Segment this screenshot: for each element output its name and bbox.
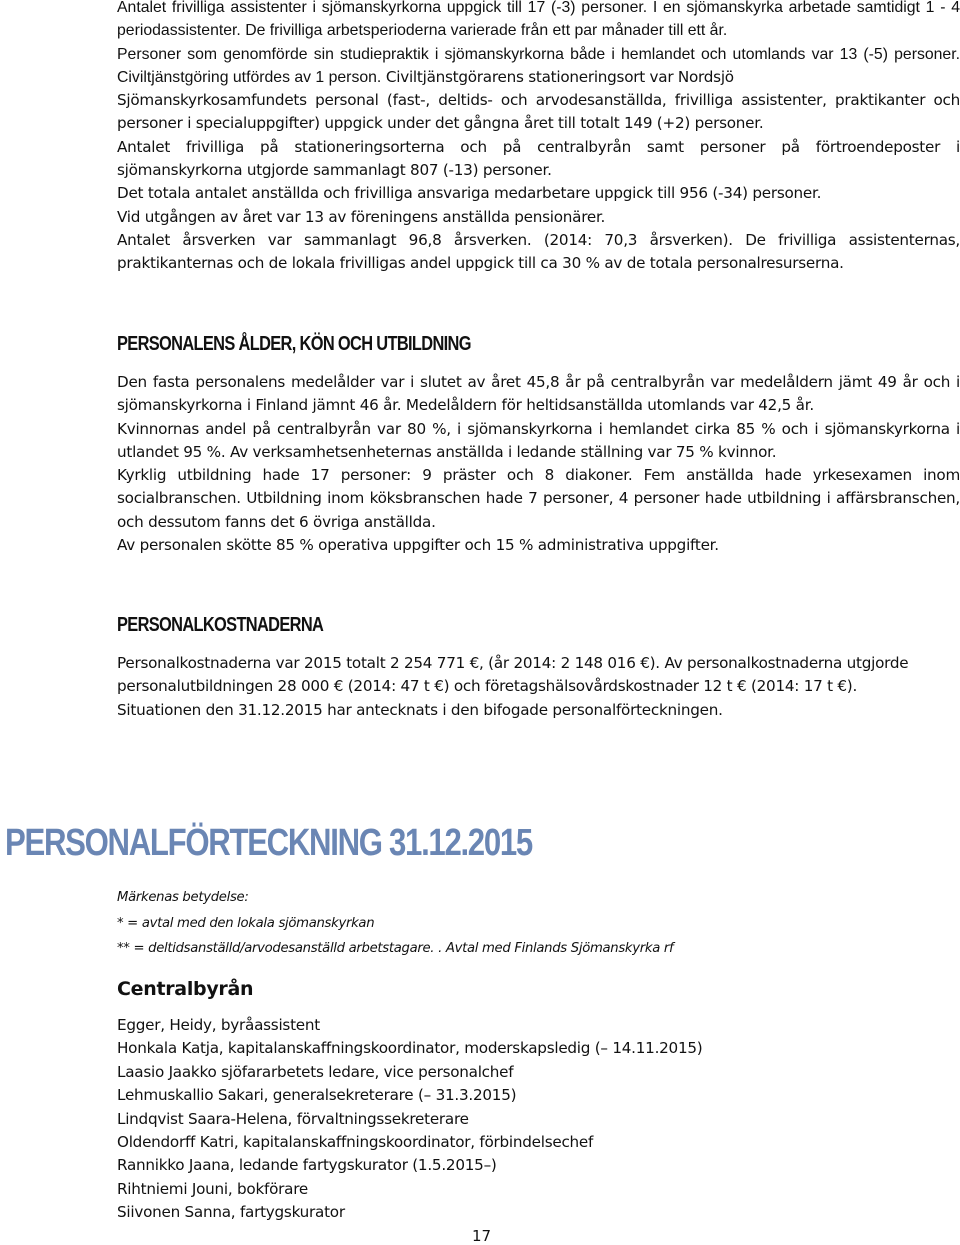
section-heading-age-gender-education: PERSONALENS ÅLDER, KÖN OCH UTBILDNING xyxy=(117,333,471,355)
staff-list-item: Rannikko Jaana, ledande fartygskurator (1.5.2015–) xyxy=(117,1156,497,1175)
intro-civil-service-text: Civiltjänstgörarens stationeringsort var Nordsjö xyxy=(381,67,734,86)
register-title: PERSONALFÖRTECKNING 31.12.2015 xyxy=(5,822,532,864)
staff-list-item: Laasio Jaakko sjöfararbetets ledare, vice personalchef xyxy=(117,1062,514,1081)
staff-list-item: Honkala Katja, kapitalanskaffningskoordinator, moderskapsledig (– 14.11.2015) xyxy=(117,1039,703,1058)
intro-paragraph-interns xyxy=(117,43,960,90)
intro-paragraph-all-staff: Det totala antalet anställda och frivilliga ansvariga medarbetare uppgick till 956 (-34) personer. xyxy=(117,184,822,203)
staff-list-item: Siivonen Sanna, fartygskurator xyxy=(117,1203,345,1222)
cost-paragraph-totals: Personalkostnaderna var 2015 totalt 2 254 771 €, (år 2014: 2 148 016 €). Av personalkostnaderna utgjorde personalutbildningen 28 000 € (2014: 47 t €) och företagshälsovårdskostnader 12 t € (2014: 17 t €). xyxy=(117,654,909,696)
staff-list-item: Lindqvist Saara-Helena, förvaltningssekreterare xyxy=(117,1109,469,1128)
staff-list-item: Rihtniemi Jouni, bokförare xyxy=(117,1179,308,1198)
legend-title: Märkenas betydelse: xyxy=(117,890,249,905)
age-paragraph-average-age: Den fasta personalens medelålder var i slutet av året 45,8 år på centralbyrån var medelåldern jämt 49 år och i sjömanskyrkorna i Finland jämnt 46 år. Medelåldern för heltidsanställda utomlands var 42,5 år. xyxy=(117,373,960,415)
section-heading-personnel-costs: PERSONALKOSTNADERNA xyxy=(117,614,324,636)
age-paragraph-education: Kyrklig utbildning hade 17 personer: 9 präster och 8 diakoner. Fem anställda hade yrkesexamen inom socialbranschen. Utbildning inom köksbranschen hade 7 personer, 4 personer hade utbildning i affärsbranschen, och dessutom fanns det 6 övriga anställda. xyxy=(117,466,960,531)
intro-interns-text: Personer som genomförde sin studiepraktik i sjömanskyrkorna både i hemlandet och utomlands var 13 (-5) personer. Civiltjänstgöring utfördes av 1 person. xyxy=(117,45,960,86)
legend-item-local-contract: * = avtal med den lokala sjömanskyrkan xyxy=(117,916,375,931)
age-paragraph-tasks: Av personalen skötte 85 % operativa uppgifter och 15 % administrativa uppgifter. xyxy=(117,536,719,555)
intro-paragraph-pensioners: Vid utgången av året var 13 av föreningens anställda pensionärer. xyxy=(117,207,606,226)
staff-list-item: Lehmuskallio Sakari, generalsekreterare (– 31.3.2015) xyxy=(117,1086,517,1105)
intro-block xyxy=(117,0,960,276)
intro-paragraph-volunteers: Antalet frivilliga assistenter i sjömanskyrkorna uppgick till 17 (-3) personer. I en sjömanskyrka arbetade samtidigt 1 - 4 periodassistenter. De frivilliga arbetsperioderna varierade från ett par månader till ett år. xyxy=(117,0,960,40)
cost-paragraph-situation: Situationen den 31.12.2015 har antecknats i den bifogade personalförteckningen. xyxy=(117,700,723,719)
staff-list-item: Oldendorff Katri, kapitalanskaffningskoordinator, förbindelsechef xyxy=(117,1133,594,1152)
legend-item-part-time: ** = deltidsanställd/arvodesanställd arbetstagare. . Avtal med Finlands Sjömanskyrka rf xyxy=(117,941,674,956)
page-number: 17 xyxy=(472,1227,492,1245)
age-section-block xyxy=(117,371,960,557)
staff-list-item: Egger, Heidy, byråassistent xyxy=(117,1016,320,1034)
unit-heading-central-office: Centralbyrån xyxy=(117,978,254,1000)
staff-list xyxy=(117,1014,702,1225)
cost-section-block xyxy=(117,652,932,722)
intro-paragraph-total-staff: Sjömanskyrkosamfundets personal (fast-, deltids- och arvodesanställda, frivilliga assistenter, praktikanter och personer i specialuppgifter) uppgick under det gångna året till totalt 149 (+2) personer. xyxy=(117,91,960,133)
intro-paragraph-volunteers-total: Antalet frivilliga på stationeringsorterna och på centralbyrån samt personer på förtroendeposter i sjömanskyrkorna utgjorde sammanlagt 807 (-13) personer. xyxy=(117,137,960,180)
age-paragraph-women-share: Kvinnornas andel på centralbyrån var 80 %, i sjömanskyrkorna i hemlandet cirka 85 % och i sjömanskyrkorna i utlandet 95 %. Av verksamhetsenheternas anställda i ledande ställning var 75 % kvinnor. xyxy=(117,419,960,461)
intro-paragraph-person-years: Antalet årsverken var sammanlagt 96,8 årsverken. (2014: 70,3 årsverken). De frivilliga assistenternas, praktikanternas och de lokala frivilligas andel uppgick till ca 30 % av de totala personalresurserna. xyxy=(117,230,960,273)
